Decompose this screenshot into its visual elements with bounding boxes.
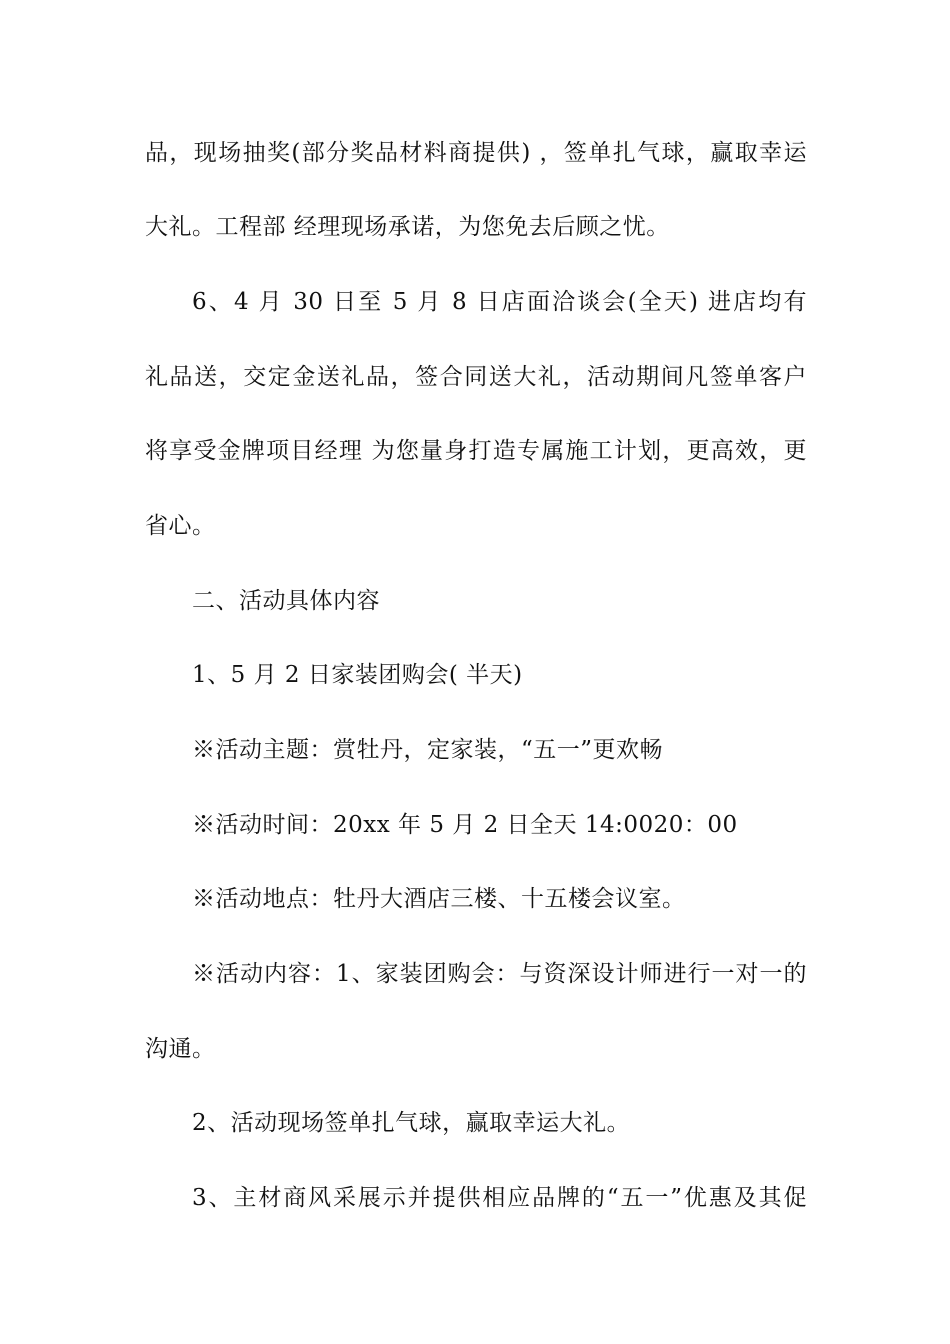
activity-content: ※活动内容：1、家装团购会：与资深设计师进行一对一的 [192, 961, 807, 987]
paragraph-line: 品，现场抽奖(部分奖品材料商提供) ，签单扎气球，赢取幸运 [145, 140, 807, 166]
paragraph-line: 3、主材商风采展示并提供相应品牌的“五一”优惠及其促 [192, 1185, 807, 1211]
paragraph-line: 将享受金牌项目经理 为您量身打造专属施工计划，更高效，更 [145, 438, 807, 464]
subsection-heading: 1、5 月 2 日家装团购会( 半天) [192, 662, 523, 688]
section-heading: 二、活动具体内容 [192, 588, 380, 614]
paragraph-line: 沟通。 [145, 1036, 216, 1062]
paragraph-line: 省心。 [145, 513, 216, 539]
paragraph-line: 2、活动现场签单扎气球，赢取幸运大礼。 [192, 1110, 631, 1136]
activity-time: ※活动时间：20xx 年 5 月 2 日全天 14:0020：00 [192, 812, 738, 838]
activity-location: ※活动地点：牡丹大酒店三楼、十五楼会议室。 [192, 886, 686, 912]
paragraph-line: 6、4 月 30 日至 5 月 8 日店面洽谈会(全天) 进店均有 [192, 289, 807, 315]
activity-theme: ※活动主题：赏牡丹，定家装，“五一”更欢畅 [192, 737, 664, 763]
paragraph-line: 礼品送，交定金送礼品，签合同送大礼，活动期间凡签单客户 [145, 364, 807, 390]
paragraph-line: 大礼。工程部 经理现场承诺，为您免去后顾之忧。 [145, 214, 670, 240]
